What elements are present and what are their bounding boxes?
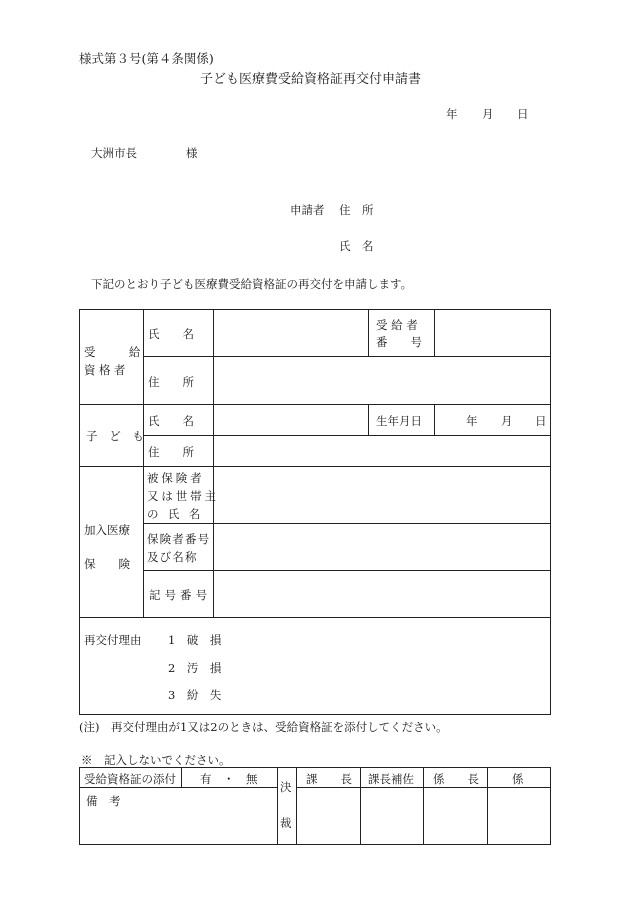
attachment-value: 有 ・ 無 [200, 772, 258, 786]
birth-year-label: 年 [466, 414, 478, 428]
insurance-section-label: 加入医療 保 険 [84, 523, 130, 571]
symbol-number-field[interactable] [214, 571, 550, 617]
applicant-label: 申請者 [290, 203, 325, 217]
recipient-number-field[interactable] [435, 310, 550, 356]
insurer-number-field[interactable] [214, 524, 550, 570]
symbol-number-label: 記号番号 [149, 588, 212, 602]
insured-name-field[interactable] [214, 467, 550, 523]
reason-option-soiled[interactable]: 2 汚 損 [168, 661, 222, 675]
applicant-address-label: 住 所 [339, 203, 374, 217]
recipient-section-label: 受 給 資格者 [84, 345, 144, 377]
recipient-number-label: 受 給 者 番 号 [376, 318, 422, 349]
staff-header: 係 [512, 772, 524, 786]
attachment-label: 受給資格証の添付 [84, 772, 176, 786]
child-address-label: 住 所 [148, 445, 194, 459]
birth-month-label: 月 [501, 414, 513, 428]
child-name-label: 氏 名 [148, 414, 194, 428]
date-month-label: 月 [482, 107, 494, 121]
subsection-chief-header: 係 長 [433, 772, 479, 786]
birth-date-label: 生年月日 [376, 414, 422, 428]
recipient-address-field[interactable] [214, 357, 550, 404]
request-text: 下記のとおり子ども医療費受給資格証の再交付を申請します。 [91, 277, 413, 291]
recipient-address-label: 住 所 [148, 375, 194, 389]
date-year-label: 年 [446, 107, 458, 121]
approval-label: 決 裁 [280, 780, 292, 830]
addressee-honorific: 様 [186, 146, 198, 160]
reason-option-lost[interactable]: 3 紛 失 [168, 688, 222, 702]
birth-day-label: 日 [535, 414, 547, 428]
section-chief-header: 課 長 [306, 772, 352, 786]
child-section-label: 子 ど も [86, 429, 148, 443]
form-number: 様式第３号(第４条関係) [79, 51, 214, 66]
remarks-label: 備 考 [86, 794, 121, 808]
recipient-name-field[interactable] [214, 310, 368, 356]
date-day-label: 日 [517, 107, 529, 121]
applicant-name-label: 氏 名 [339, 239, 374, 253]
note-text: (注) 再交付理由が1又は2のときは、受給資格証を添付してください。 [79, 720, 448, 734]
document-title: 子ども医療費受給資格証再交付申請書 [200, 72, 422, 87]
insurer-number-label: 保険者番号 及び名称 [147, 532, 211, 564]
child-address-field[interactable] [214, 436, 550, 466]
reason-option-damaged[interactable]: 1 破 損 [168, 633, 222, 647]
insured-name-label: 被保険者 又は世帯主 の 氏 名 [147, 471, 219, 521]
reissue-reason-label: 再交付理由 [84, 633, 142, 647]
recipient-name-label: 氏 名 [148, 327, 194, 341]
child-name-field[interactable] [214, 405, 368, 435]
assistant-chief-header: 課長補佐 [368, 772, 414, 786]
addressee-name: 大洲市長 [91, 146, 137, 160]
office-notice: ※ 記入しないでください。 [81, 753, 231, 767]
